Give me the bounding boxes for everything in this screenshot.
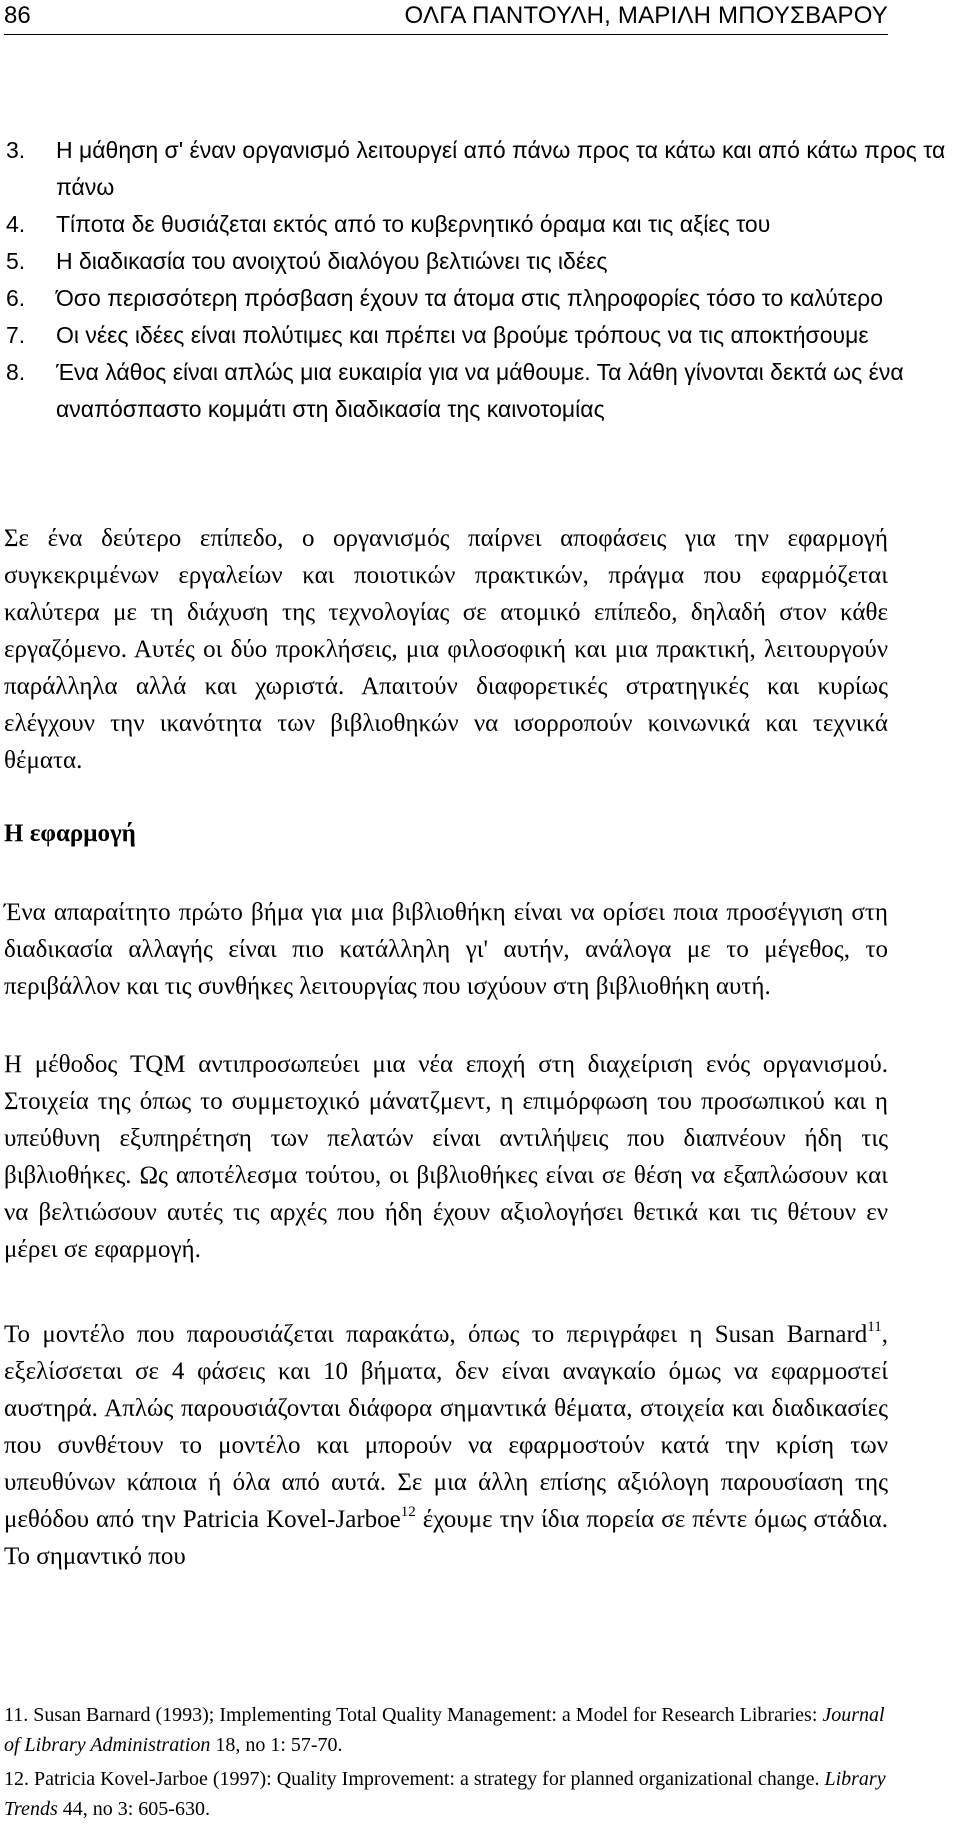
- principles-list: [6, 132, 946, 428]
- footnote: [4, 1764, 904, 1824]
- list-item-number: 8.: [6, 359, 26, 385]
- footnote-reference: 12: [400, 1503, 416, 1520]
- footnote-text: 11. Susan Barnard (1993); Implementing Total Quality Management: a Model for Research Libraries:: [4, 1704, 823, 1726]
- footnotes: [4, 1700, 904, 1828]
- list-item: [6, 317, 946, 354]
- running-header: [4, 0, 888, 35]
- list-item-text: Τίποτα δε θυσιάζεται εκτός από το κυβερνητικό όραμα και τις αξίες του: [56, 211, 771, 237]
- footnote-reference: 11: [867, 1318, 882, 1335]
- list-item-number: 4.: [6, 211, 26, 237]
- list-item-number: 5.: [6, 248, 26, 274]
- list-item-number: 3.: [6, 137, 26, 163]
- list-item: [6, 206, 946, 243]
- body-paragraph: Η μέθοδος TQM αντιπροσωπεύει μια νέα εποχή στη διαχείριση ενός οργανισμού. Στοιχεία της όπως το συμμετοχικό μάνατζμεντ, η επιμόρφωση του προσωπικού και η υπεύθυνη εξυπηρέτηση των πελατών είναι αντιλήψεις που διαπνέουν ήδη τις βιβλιοθήκες. Ως αποτέλεσμα τούτου, οι βιβλιοθήκες είναι σε θέση να εξαπλώσουν και να βελτιώσουν αυτές τις αρχές που ήδη έχουν αξιολογήσει θετικά και τις θέτουν εν μέρει σε εφαρμογή.: [4, 1051, 888, 1263]
- footnote: [4, 1700, 904, 1760]
- page-number: 86: [4, 2, 31, 29]
- list-item-text: Όσο περισσότερη πρόσβαση έχουν τα άτομα στις πληροφορίες τόσο το καλύτερο: [56, 285, 883, 311]
- section-heading: Η εφαρμογή: [4, 820, 136, 847]
- body-paragraph: Ένα απαραίτητο πρώτο βήμα για μια βιβλιοθήκη είναι να ορίσει ποια προσέγγιση στη διαδικασία αλλαγής είναι πιο κατάλληλη γι' αυτήν, ανάλογα με το μέγεθος, το περιβάλλον και τις συνθήκες λειτουργίας που ισχύουν στη βιβλιοθήκη αυτή.: [4, 899, 888, 1000]
- footnote-text: 12. Patricia Kovel-Jarboe (1997): Quality Improvement: a strategy for planned organizational change.: [4, 1768, 825, 1790]
- list-item: [6, 354, 946, 428]
- journal-title: Library Trends: [4, 1768, 886, 1820]
- paragraph-text: , εξελίσσεται σε 4 φάσεις και 10 βήματα, δεν είναι αναγκαίο όμως να εφαρμοστεί αυστηρά. Απλώς παρουσιάζονται διάφορα σημαντικά θέματα, στοιχεία και διαδικασίες που συνθέτουν το μοντέλο και μπορούν να εφαρμοστούν κατά την κρίση των υπευθύνων κάποια ή όλα από αυτά. Σε μια άλλη επίσης αξιόλογη παρουσίαση της μεθόδου από την Patricia Kovel-Jarboe: [4, 1321, 888, 1533]
- running-header-authors: ΟΛΓΑ ΠΑΝΤΟΥΛΗ, ΜΑΡΙΛΗ ΜΠΟΥΣΒΑΡΟΥ: [404, 2, 888, 29]
- paragraph-text: Το μοντέλο που παρουσιάζεται παρακάτω, όπως το περιγράφει η Susan Barnard: [4, 1321, 868, 1348]
- list-item-text: Η διαδικασία του ανοιχτού διαλόγου βελτιώνει τις ιδέες: [56, 248, 608, 274]
- list-item: [6, 243, 946, 280]
- paragraph-text: έχουμε την ίδια πορεία σε πέντε όμως στάδια. Το σημαντικό που: [4, 1506, 888, 1570]
- list-item-text: Ένα λάθος είναι απλώς μια ευκαιρία για να μάθουμε. Τα λάθη γίνονται δεκτά ως ένα αναπόσπαστο κομμάτι στη διαδικασία της καινοτομίας: [56, 359, 904, 422]
- body-paragraph: [4, 1316, 888, 1575]
- list-item: [6, 132, 946, 206]
- list-item-number: 6.: [6, 285, 26, 311]
- body-paragraph: Σε ένα δεύτερο επίπεδο, ο οργανισμός παίρνει αποφάσεις για την εφαρμογή συγκεκριμένων εργαλείων και ποιοτικών πρακτικών, πράγμα που εφαρμόζεται καλύτερα με τη διάχυση της τεχνολογίας σε ατομικό επίπεδο, δηλαδή στον κάθε εργαζόμενο. Αυτές οι δύο προκλήσεις, μια φιλοσοφική και μια πρακτική, λειτουργούν παράλληλα αλλά και χωριστά. Απαιτούν διαφορετικές στρατηγικές και κυρίως ελέγχουν την ικανότητα των βιβλιοθηκών να ισορροπούν κοινωνικά και τεχνικά θέματα.: [4, 525, 888, 774]
- footnote-text: 44, no 3: 605-630.: [57, 1798, 210, 1820]
- list-item-number: 7.: [6, 322, 26, 348]
- list-item-text: Οι νέες ιδέες είναι πολύτιμες και πρέπει να βρούμε τρόπους να τις αποκτήσουμε: [56, 322, 869, 348]
- journal-title: Journal of Library Administration: [4, 1704, 885, 1756]
- list-item-text: Η μάθηση σ' έναν οργανισμό λειτουργεί από πάνω προς τα κάτω και από κάτω προς τα πάνω: [56, 137, 946, 200]
- footnote-text: 18, no 1: 57-70.: [210, 1734, 343, 1756]
- list-item: [6, 280, 946, 317]
